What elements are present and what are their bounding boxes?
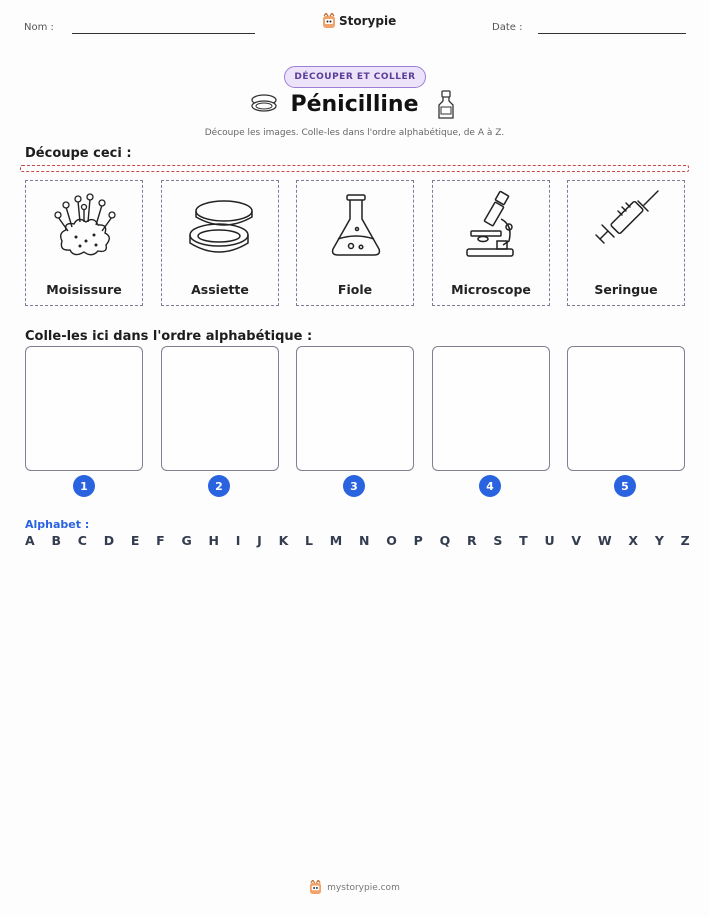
date-line <box>538 33 686 34</box>
card-label: Moisissure <box>46 282 122 297</box>
letter: X <box>628 533 639 548</box>
footer-url[interactable]: mystorypie.com <box>327 882 400 893</box>
letter: W <box>597 533 612 548</box>
letter: R <box>466 533 477 548</box>
brand-name: Storypie <box>339 14 397 28</box>
brand-logo <box>322 13 396 29</box>
microscope-icon <box>457 189 527 261</box>
letter: Y <box>654 533 664 548</box>
cut-card-seringue[interactable] <box>567 180 685 306</box>
paste-box-5[interactable] <box>567 346 685 471</box>
paste-box-2[interactable] <box>161 346 279 471</box>
letter: Q <box>439 533 451 548</box>
paste-box-1[interactable] <box>25 346 143 471</box>
flask-icon <box>321 189 391 261</box>
letter: C <box>77 533 87 548</box>
number-badge-4: 4 <box>479 475 501 497</box>
card-label: Fiole <box>337 282 373 297</box>
footer <box>0 880 709 895</box>
letter: A <box>25 533 35 548</box>
syringe-icon <box>592 189 662 261</box>
letter: J <box>257 533 262 548</box>
alphabet-title: Alphabet : <box>25 518 90 531</box>
page-title: Pénicilline <box>290 92 419 117</box>
cut-section-heading: Découpe ceci : <box>25 146 132 161</box>
letter: I <box>235 533 241 548</box>
storypie-mascot-icon <box>322 13 336 29</box>
paste-box-3[interactable] <box>296 346 414 471</box>
name-label: Nom : <box>24 22 54 33</box>
letter: K <box>278 533 289 548</box>
letter: P <box>413 533 423 548</box>
letter: M <box>329 533 343 548</box>
letter: D <box>103 533 115 548</box>
cut-card-moisissure[interactable] <box>25 180 143 306</box>
vial-small-icon <box>436 89 456 121</box>
card-label: Assiette <box>191 282 249 297</box>
number-badge-1: 1 <box>73 475 95 497</box>
storypie-mascot-icon <box>309 880 322 895</box>
letter: U <box>544 533 555 548</box>
letter: G <box>181 533 192 548</box>
card-label: Microscope <box>451 282 531 297</box>
petri-dish-icon <box>186 189 256 261</box>
cut-line <box>20 165 689 172</box>
cut-card-microscope[interactable] <box>432 180 550 306</box>
paste-section-heading: Colle-les ici dans l'ordre alphabétique : <box>25 329 313 344</box>
letter: H <box>208 533 219 548</box>
letter: E <box>130 533 140 548</box>
letter: Z <box>680 533 690 548</box>
number-badge-2: 2 <box>208 475 230 497</box>
letter: O <box>386 533 397 548</box>
paste-box-4[interactable] <box>432 346 550 471</box>
letter: L <box>305 533 314 548</box>
letter: F <box>156 533 165 548</box>
number-badge-5: 5 <box>614 475 636 497</box>
name-line <box>72 33 255 34</box>
letter: V <box>571 533 582 548</box>
number-badge-3: 3 <box>343 475 365 497</box>
card-label: Seringue <box>594 282 658 297</box>
instructions: Découpe les images. Colle-les dans l'ordre alphabétique, de A à Z. <box>204 128 505 138</box>
letter: T <box>519 533 528 548</box>
letter: N <box>359 533 370 548</box>
activity-badge: DÉCOUPER ET COLLER <box>284 66 426 88</box>
cut-card-fiole[interactable] <box>296 180 414 306</box>
letter: B <box>51 533 61 548</box>
mold-icon <box>50 189 120 261</box>
cut-card-assiette[interactable] <box>161 180 279 306</box>
letter: S <box>493 533 503 548</box>
alphabet-letters <box>25 533 690 548</box>
date-label: Date : <box>492 22 523 33</box>
